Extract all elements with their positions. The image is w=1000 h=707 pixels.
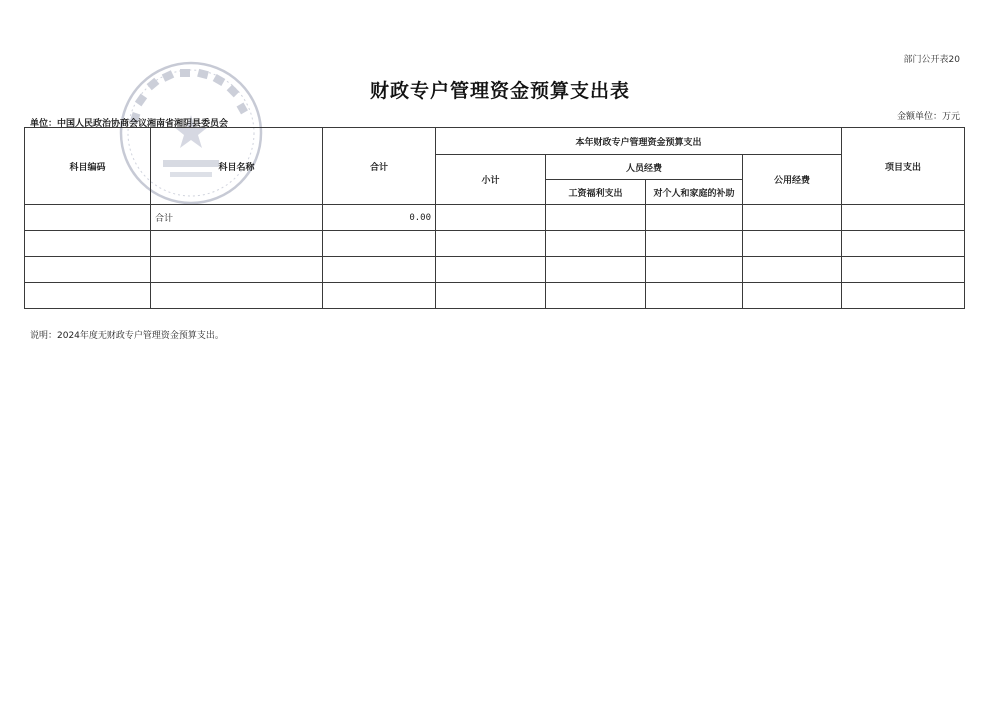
header-subject-code: 科目编码 <box>25 128 151 205</box>
cell-public <box>743 257 842 283</box>
cell-public <box>743 283 842 309</box>
cell-total: 0.00 <box>323 205 436 231</box>
cell-name <box>151 231 323 257</box>
page-title: 财政专户管理资金预算支出表 <box>369 80 630 102</box>
form-number: 部门公开表20 <box>903 55 960 65</box>
cell-total <box>323 257 436 283</box>
header-wages-welfare: 工资福利支出 <box>546 180 646 205</box>
cell-project <box>842 283 965 309</box>
cell-wages <box>546 205 646 231</box>
cell-name <box>151 283 323 309</box>
cell-subsidy <box>646 231 743 257</box>
cell-code <box>25 231 151 257</box>
cell-public <box>743 205 842 231</box>
cell-subtotal <box>436 231 546 257</box>
cell-subsidy <box>646 257 743 283</box>
header-household-subsidy: 对个人和家庭的补助 <box>646 180 743 205</box>
header-total: 合计 <box>323 128 436 205</box>
cell-name <box>151 257 323 283</box>
header-subtotal: 小计 <box>436 155 546 205</box>
cell-subtotal <box>436 257 546 283</box>
cell-project <box>842 257 965 283</box>
header-subject-name: 科目名称 <box>151 128 323 205</box>
cell-subtotal <box>436 283 546 309</box>
cell-total <box>323 231 436 257</box>
budget-table <box>24 127 965 309</box>
cell-total <box>323 283 436 309</box>
unit-label: 单位：中国人民政治协商会议湘南省湘阴县委员会 <box>30 119 229 129</box>
cell-public <box>743 231 842 257</box>
cell-subsidy <box>646 283 743 309</box>
cell-code <box>25 283 151 309</box>
table-row <box>25 257 965 283</box>
cell-subtotal <box>436 205 546 231</box>
cell-subsidy <box>646 205 743 231</box>
cell-project <box>842 205 965 231</box>
cell-wages <box>546 283 646 309</box>
table-row <box>25 205 965 231</box>
cell-name: 合计 <box>151 205 323 231</box>
cell-code <box>25 205 151 231</box>
header-personnel-group: 人员经费 <box>546 155 743 180</box>
header-project-spending: 项目支出 <box>842 128 965 205</box>
header-public-funds: 公用经费 <box>743 155 842 205</box>
cell-wages <box>546 231 646 257</box>
table-row <box>25 283 965 309</box>
cell-project <box>842 231 965 257</box>
footnote: 说明：2024年度无财政专户管理资金预算支出。 <box>30 331 224 341</box>
header-current-year-group: 本年财政专户管理资金预算支出 <box>436 128 842 155</box>
cell-wages <box>546 257 646 283</box>
table-row <box>25 231 965 257</box>
cell-code <box>25 257 151 283</box>
amount-unit: 金额单位：万元 <box>896 112 960 122</box>
